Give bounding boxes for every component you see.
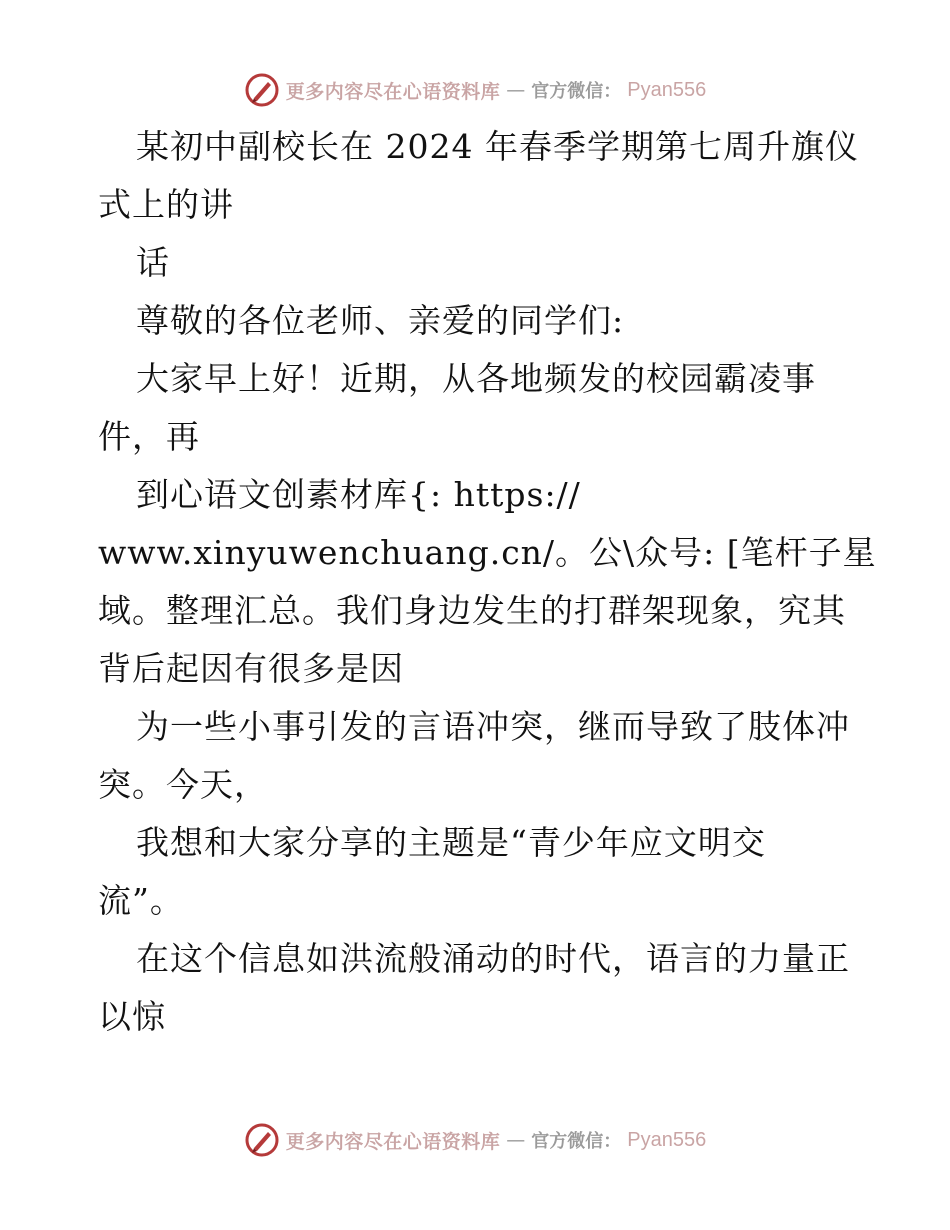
text-line: 到心语文创素材库{: https:// xyxy=(136,475,581,514)
pen-logo-icon xyxy=(244,72,280,108)
banner-main-text: 更多内容尽在心语资料库 xyxy=(285,1130,501,1153)
header-banner xyxy=(0,68,950,112)
banner-wechat-id: Pyan556 xyxy=(627,78,707,101)
text-line: 式上的讲 xyxy=(98,185,234,224)
text-line: 在这个信息如洪流般涌动的时代，语言的力量正 xyxy=(136,939,850,978)
text-line: 件，再 xyxy=(98,417,200,456)
banner-wechat-label: 官方微信： xyxy=(531,1131,622,1152)
text-line: 尊敬的各位老师、亲爱的同学们: xyxy=(136,301,625,340)
banner-main-text: 更多内容尽在心语资料库 xyxy=(285,80,501,103)
text-line: 突。今天， xyxy=(98,765,268,804)
text-line: 话 xyxy=(136,243,170,282)
document-body xyxy=(98,118,888,1046)
text-line: 背后起因有很多是因 xyxy=(98,649,404,688)
text-line: 域。整理汇总。我们身边发生的打群架现象，究其 xyxy=(98,591,846,630)
banner-wechat-label: 官方微信： xyxy=(531,81,622,102)
text-line: 以惊 xyxy=(98,997,166,1036)
text-line: 为一些小事引发的言语冲突，继而导致了肢体冲 xyxy=(136,707,850,746)
banner-wechat-id: Pyan556 xyxy=(627,1128,707,1151)
text-line: 某初中副校长在 2024 年春季学期第七周升旗仪 xyxy=(136,127,859,166)
pen-logo-icon xyxy=(244,1122,280,1158)
banner-separator: — xyxy=(506,1129,526,1151)
text-line: www.xinyuwenchuang.cn/。公\众号: [笔杆子星 xyxy=(98,533,877,572)
text-line: 大家早上好！近期，从各地频发的校园霸凌事 xyxy=(136,359,816,398)
text-line: 我想和大家分享的主题是“青少年应文明交 xyxy=(136,823,766,862)
text-line: 流”。 xyxy=(98,881,184,920)
footer-banner xyxy=(0,1118,950,1162)
banner-separator: — xyxy=(506,79,526,101)
